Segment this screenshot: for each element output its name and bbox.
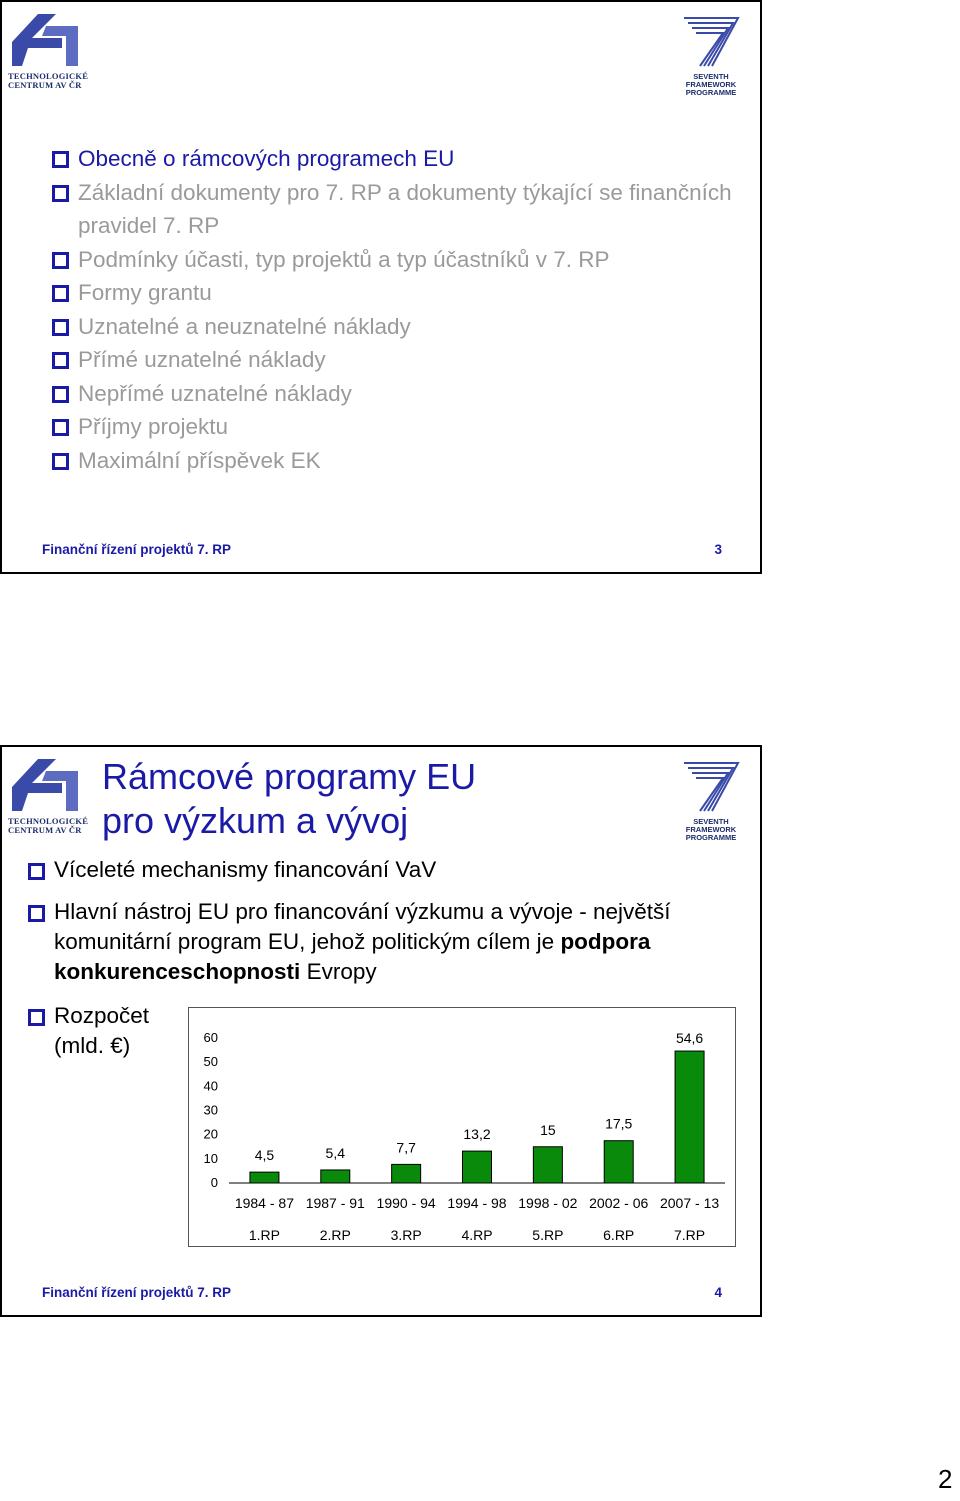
tc-logo bbox=[8, 8, 88, 98]
slide-footer bbox=[42, 542, 722, 557]
slide-title-line2: pro výzkum a vývoj bbox=[102, 800, 409, 841]
fp7-logo-icon bbox=[676, 757, 746, 813]
chart-bar bbox=[675, 1051, 704, 1183]
bar-value-label: 17,5 bbox=[605, 1115, 633, 1132]
y-tick-label: 30 bbox=[203, 1102, 218, 1118]
square-bullet-icon bbox=[28, 1009, 45, 1026]
bar-value-label: 15 bbox=[540, 1121, 556, 1138]
agenda-item: Uznatelné a neuznatelné náklady bbox=[50, 310, 750, 344]
y-tick-label: 40 bbox=[203, 1078, 218, 1094]
budget-label-line1: Rozpočet bbox=[54, 1003, 150, 1028]
agenda-list bbox=[50, 142, 750, 477]
x-sublabel: 2.RP bbox=[319, 1227, 351, 1243]
agenda-item: Přímé uznatelné náklady bbox=[50, 343, 750, 377]
slide-title bbox=[102, 755, 476, 843]
agenda-item: Podmínky účasti, typ projektů a typ účastníků v 7. RP bbox=[50, 243, 750, 277]
fp7-logo-line1: SEVENTH FRAMEWORK bbox=[685, 817, 737, 834]
slide-title-line1: Rámcové programy EU bbox=[102, 756, 477, 797]
slide-number: 3 bbox=[714, 542, 722, 557]
slide-3 bbox=[0, 0, 762, 574]
fp7-logo bbox=[668, 757, 754, 842]
agenda-item: Základní dokumenty pro 7. RP a dokumenty týkající se finančních pravidel 7. RP bbox=[50, 176, 750, 243]
chart-bar bbox=[604, 1141, 633, 1183]
bar-value-label: 13,2 bbox=[463, 1126, 491, 1143]
square-bullet-icon bbox=[28, 905, 45, 922]
x-category-label: 1984 - 87 bbox=[234, 1195, 295, 1211]
y-tick-label: 10 bbox=[203, 1150, 218, 1166]
chart-bar bbox=[392, 1164, 421, 1183]
square-bullet-icon bbox=[52, 319, 69, 336]
slide-footer bbox=[42, 1285, 722, 1300]
x-category-label: 2007 - 13 bbox=[659, 1195, 720, 1211]
page-number: 2 bbox=[938, 1464, 953, 1494]
square-bullet-icon bbox=[52, 151, 69, 168]
chart-bar bbox=[250, 1172, 279, 1183]
tc-logo-icon bbox=[8, 8, 84, 70]
tc-logo-line1: TECHNOLOGICKÉ bbox=[8, 816, 89, 826]
x-sublabel: 3.RP bbox=[390, 1227, 422, 1243]
x-sublabel: 4.RP bbox=[461, 1227, 493, 1243]
chart-bar bbox=[463, 1151, 492, 1183]
x-category-label: 1998 - 02 bbox=[518, 1195, 578, 1211]
bar-value-label: 54,6 bbox=[675, 1030, 704, 1047]
content-item: Hlavní nástroj EU pro financování výzkumu a vývoje - největší komunitární program EU, jehož politickým cílem je podpora konkurenceschopnosti Evropy bbox=[26, 897, 726, 987]
budget-chart bbox=[188, 1007, 736, 1247]
square-bullet-icon bbox=[52, 185, 69, 202]
square-bullet-icon bbox=[52, 352, 69, 369]
agenda-item: Maximální příspěvek EK bbox=[50, 444, 750, 478]
bar-value-label: 4,5 bbox=[254, 1147, 275, 1164]
x-sublabel: 6.RP bbox=[603, 1227, 635, 1243]
budget-chart-svg bbox=[189, 1008, 735, 1246]
fp7-logo-line2: PROGRAMME bbox=[685, 833, 737, 842]
x-sublabel: 7.RP bbox=[674, 1227, 706, 1243]
fp7-logo-icon bbox=[676, 12, 746, 68]
square-bullet-icon bbox=[28, 863, 45, 880]
slide-4 bbox=[0, 745, 762, 1317]
chart-bar bbox=[533, 1147, 562, 1183]
x-category-label: 2002 - 06 bbox=[589, 1195, 649, 1211]
agenda-item: Formy grantu bbox=[50, 276, 750, 310]
square-bullet-icon bbox=[52, 453, 69, 470]
y-tick-label: 60 bbox=[203, 1030, 218, 1045]
x-category-label: 1987 - 91 bbox=[305, 1195, 365, 1211]
footer-title: Finanční řízení projektů 7. RP bbox=[42, 1285, 232, 1300]
x-category-label: 1990 - 94 bbox=[376, 1195, 436, 1211]
y-tick-label: 50 bbox=[203, 1054, 218, 1070]
tc-logo-line2: CENTRUM AV ČR bbox=[8, 80, 82, 90]
slide-number: 4 bbox=[714, 1285, 722, 1300]
tc-logo-line1: TECHNOLOGICKÉ bbox=[8, 71, 89, 81]
square-bullet-icon bbox=[52, 386, 69, 403]
budget-label-line2: (mld. €) bbox=[54, 1033, 131, 1058]
agenda-item: Příjmy projektu bbox=[50, 410, 750, 444]
square-bullet-icon bbox=[52, 252, 69, 269]
square-bullet-icon bbox=[52, 419, 69, 436]
x-sublabel: 1.RP bbox=[248, 1227, 280, 1243]
agenda-item: Obecně o rámcových programech EU bbox=[50, 142, 750, 176]
footer-title: Finanční řízení projektů 7. RP bbox=[42, 542, 232, 557]
y-tick-label: 0 bbox=[210, 1175, 218, 1190]
tc-logo-icon bbox=[8, 753, 84, 815]
fp7-logo bbox=[668, 12, 754, 97]
bar-value-label: 5,4 bbox=[325, 1144, 346, 1161]
chart-bar bbox=[321, 1170, 350, 1183]
fp7-logo-line1: SEVENTH FRAMEWORK bbox=[685, 72, 737, 89]
square-bullet-icon bbox=[52, 285, 69, 302]
x-category-label: 1994 - 98 bbox=[447, 1195, 507, 1211]
tc-logo-line2: CENTRUM AV ČR bbox=[8, 825, 82, 835]
content-item: Víceleté mechanismy financování VaV bbox=[26, 855, 726, 885]
tc-logo bbox=[8, 753, 88, 843]
y-tick-label: 20 bbox=[203, 1126, 218, 1142]
bar-value-label: 7,7 bbox=[396, 1139, 416, 1156]
fp7-logo-line2: PROGRAMME bbox=[685, 88, 737, 97]
x-sublabel: 5.RP bbox=[532, 1227, 564, 1243]
emphasis-text: podpora konkurenceschopnosti bbox=[54, 929, 651, 984]
agenda-item: Nepřímé uznatelné náklady bbox=[50, 377, 750, 411]
